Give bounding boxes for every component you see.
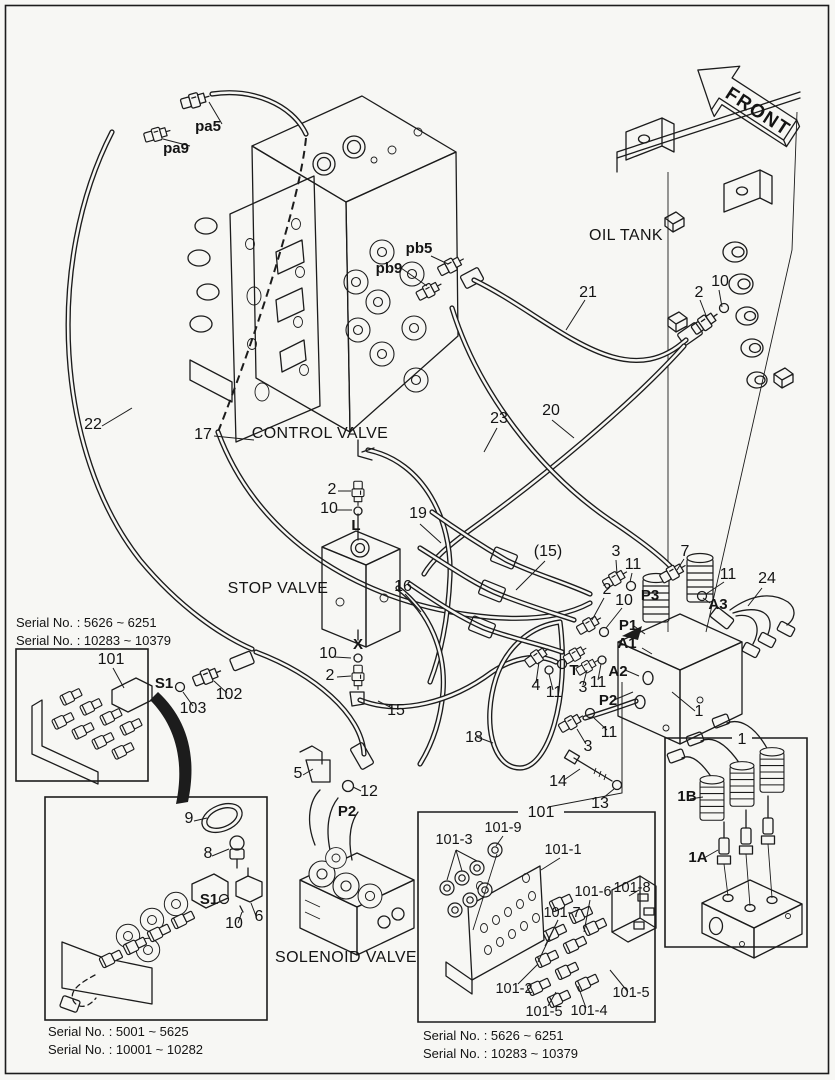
solenoid-valve-drawing [300, 790, 414, 955]
callout-9: 9 [184, 810, 194, 827]
fitting-102 [191, 664, 223, 688]
serial-101-2: Serial No. : 10283 ~ 10379 [423, 1046, 579, 1061]
port-a1: A1 [617, 635, 637, 652]
callout-11-p2: 11 [600, 724, 618, 741]
coil-stack-2 [687, 554, 713, 603]
callout-14: 14 [549, 773, 567, 790]
x-port-fitting [352, 665, 364, 690]
port-t: T [569, 662, 579, 679]
callout-101-left: 101 [97, 651, 125, 668]
front-label: FRONT [721, 83, 795, 141]
pa5-fitting [180, 89, 212, 110]
callout-7: 7 [680, 543, 690, 560]
callout-10-tank: 10 [711, 273, 729, 290]
callout-13: 13 [591, 795, 609, 812]
port-s1-old: S1 [199, 891, 219, 908]
serial-left-1: Serial No. : 5626 ~ 6251 [16, 615, 157, 630]
callout-24: 24 [758, 570, 776, 587]
box-101-header: 101 [527, 804, 555, 821]
bolt-14 [565, 750, 622, 789]
callout-10-p1: 10 [615, 592, 633, 609]
callout-10-old: 10 [225, 915, 243, 932]
callout-16: 16 [394, 578, 412, 595]
nut-13 [613, 781, 622, 790]
callout-101-7: 101-7 [543, 905, 581, 921]
callout-12: 12 [360, 783, 378, 800]
box-1-header: 1 [737, 731, 747, 748]
hose-22 [68, 132, 252, 649]
valve-8 [230, 836, 244, 850]
callout-21: 21 [579, 284, 597, 301]
serial-left-2: Serial No. : 10283 ~ 10379 [16, 633, 172, 648]
port-p2: P2 [598, 692, 618, 709]
callout-3-a2: 3 [578, 679, 588, 696]
inset-box-left-manifold [16, 649, 152, 784]
callout-15p: (15) [533, 543, 563, 560]
callout-101-2: 101-2 [495, 981, 533, 997]
serial-101-1: Serial No. : 5626 ~ 6251 [423, 1028, 564, 1043]
callout-101-1: 101-1 [544, 842, 582, 858]
callout-10-l: 10 [320, 500, 338, 517]
callout-101-5b: 101-5 [525, 1004, 563, 1020]
manifold-101-drawing [32, 678, 152, 784]
port-pa9: pa9 [163, 140, 189, 157]
port-s1: S1 [154, 675, 174, 692]
callout-8: 8 [203, 845, 213, 862]
callout-1a: 1A [688, 849, 708, 866]
callout-11-p3: 11 [624, 556, 642, 573]
callout-11-a3: 11 [719, 566, 737, 583]
hose-17-dashed [218, 138, 306, 432]
port-l: L [351, 517, 361, 534]
callout-11-a2: 11 [589, 674, 607, 691]
a3-fitting-7 [658, 560, 689, 585]
front-arrow [682, 48, 810, 158]
callout-101-8: 101-8 [613, 880, 651, 896]
hose-s1-to-5 [256, 652, 364, 754]
callout-19: 19 [409, 505, 427, 522]
cartridge-1a [718, 796, 775, 906]
hose-23 [452, 308, 670, 566]
valve-6 [236, 876, 262, 902]
solenoid-assy-drawing [667, 714, 802, 958]
callout-23: 23 [490, 410, 508, 427]
control-valve-label: CONTROL VALVE [251, 425, 389, 442]
port-x: X [352, 636, 364, 653]
callout-18: 18 [465, 729, 483, 746]
valve-left-stubs [188, 218, 232, 402]
callout-6: 6 [254, 908, 264, 925]
inset-box-1 [665, 714, 807, 958]
pb9-fitting [415, 278, 445, 302]
pb5-fitting [436, 253, 467, 278]
port-p1: P1 [618, 617, 638, 634]
callout-2-tank: 2 [694, 284, 704, 301]
hose-20 [424, 346, 684, 574]
port-a2: A2 [608, 663, 628, 680]
oil-tank-label: OIL TANK [588, 227, 664, 244]
control-valve-drawing [143, 89, 484, 442]
serial-old-2: Serial No. : 10001 ~ 10282 [48, 1042, 204, 1057]
callout-1: 1 [694, 703, 704, 720]
port-a3: A3 [708, 596, 728, 613]
page-border [6, 6, 829, 1074]
x-port-oring [354, 654, 362, 662]
l-port-fitting [352, 481, 364, 506]
tank-oring [720, 304, 729, 313]
elbow-5 [300, 746, 330, 782]
callout-20: 20 [542, 402, 560, 419]
port-p2-solenoid: P2 [337, 803, 357, 820]
callout-101-5a: 101-5 [612, 985, 650, 1001]
stop-valve-label: STOP VALVE [227, 580, 329, 597]
callout-4: 4 [531, 677, 541, 694]
callout-2-l: 2 [327, 481, 337, 498]
inset-box-bottom-left [45, 797, 267, 1020]
callout-103: 103 [179, 700, 207, 717]
callout-102: 102 [215, 686, 243, 703]
hose-16 [398, 588, 443, 764]
callout-101-6: 101-6 [574, 884, 612, 900]
callout-3-p2: 3 [583, 738, 593, 755]
callout-2-x: 2 [325, 667, 335, 684]
port-pb5: pb5 [405, 240, 433, 257]
hose-15 [360, 657, 556, 706]
oring-103 [176, 683, 185, 692]
port-pb9: pb9 [375, 260, 403, 277]
callout-10-x: 10 [319, 645, 337, 662]
fitting-5-chain [300, 746, 354, 792]
callout-101-4: 101-4 [570, 1003, 608, 1019]
tank-pipe-stubs [723, 242, 767, 388]
callout-2-p1: 2 [602, 581, 612, 598]
callout-1b: 1B [677, 788, 697, 805]
callout-101-9: 101-9 [484, 820, 522, 836]
callout-15: 15 [387, 702, 405, 719]
callout-22: 22 [84, 416, 102, 433]
serial-old-1: Serial No. : 5001 ~ 5625 [48, 1024, 189, 1039]
port-p3: P3 [640, 587, 660, 604]
manifold-old-drawing [59, 798, 262, 1013]
callout-3-p3: 3 [611, 543, 621, 560]
callout-5: 5 [293, 765, 303, 782]
nuts-101-3 [440, 843, 502, 917]
solenoid-valve-label: SOLENOID VALVE [275, 949, 417, 966]
callout-11-t: 11 [545, 684, 563, 701]
callout-17: 17 [194, 426, 212, 443]
oring-12 [343, 781, 354, 792]
port-pa5: pa5 [195, 118, 221, 135]
coil-1b [700, 776, 724, 821]
p2-fitting-3 [557, 710, 586, 734]
callout-101-3: 101-3 [435, 832, 473, 848]
